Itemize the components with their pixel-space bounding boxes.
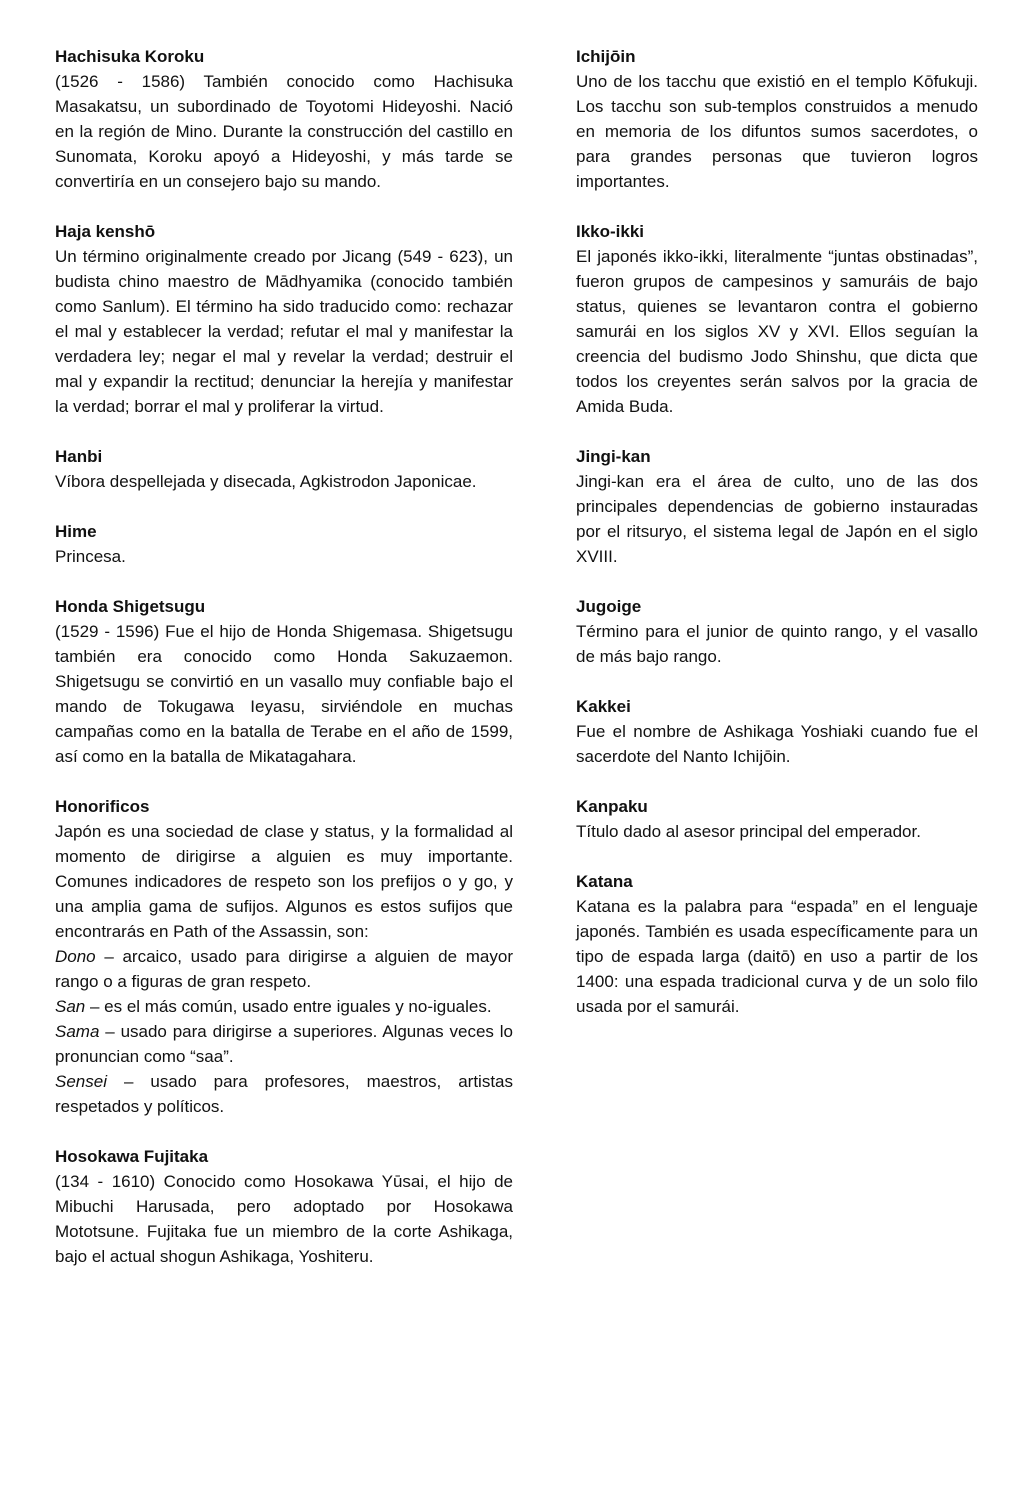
- suffix-line-dono: [55, 944, 513, 994]
- entry-term: Hanbi: [55, 447, 103, 466]
- entry-definition: (1529 - 1596) Fue el hijo de Honda Shigemasa. Shigetsugu también era conocido como Honda Sakuzaemon. Shigetsugu se convirtió en un vasallo muy confiable bajo el mando de Tokugawa Ieyasu, sirviéndole en muchas campañas como en la batalla de Terabe en el año de 1599, así como en la batalla de Mikatagahara.: [55, 622, 513, 766]
- suffix-name: San: [55, 997, 86, 1016]
- suffix-dash: –: [95, 947, 123, 966]
- entry-definition: Víbora despellejada y disecada, Agkistrodon Japonicae.: [55, 472, 477, 491]
- suffix-name: Sama: [55, 1022, 100, 1041]
- entry-term: Hosokawa Fujitaka: [55, 1147, 209, 1166]
- glossary-entry: [576, 694, 978, 769]
- entry-definition: El japonés ikko-ikki, literalmente “juntas obstinadas”, fueron grupos de campesinos y samuráis de bajo status, quienes se levantaron contra el gobierno samurái en los siglos XV y XVI. Ellos seguían la creencia del budismo Jodo Shinshu, que dicta que todos los creyentes serán salvos por la gracia de Amida Buda.: [576, 247, 978, 416]
- entry-term: Hime: [55, 522, 97, 541]
- suffix-line-sensei: [55, 1069, 513, 1119]
- entry-term: Jingi-kan: [576, 447, 651, 466]
- entry-term: Hachisuka Koroku: [55, 47, 205, 66]
- entry-definition: Japón es una sociedad de clase y status, y la formalidad al momento de dirigirse a alguien es muy importante. Comunes indicadores de respeto son los prefijos o y go, y una amplia gama de sufijos. Algunos es estos sufijos que encontrarás en Path of the Assassin, son:: [55, 822, 513, 941]
- suffix-text: arcaico, usado para dirigirse a alguien de mayor rango o a figuras de gran respeto.: [55, 947, 513, 991]
- entry-term: Jugoige: [576, 597, 642, 616]
- entry-term: Kanpaku: [576, 797, 648, 816]
- entry-term: Katana: [576, 872, 633, 891]
- left-column: [55, 44, 513, 1294]
- glossary-entry: [55, 444, 513, 494]
- glossary-entry: [55, 1144, 513, 1269]
- glossary-entry: [576, 44, 978, 194]
- entry-definition: Un término originalmente creado por Jicang (549 - 623), un budista chino maestro de Mādhyamika (conocido también como Sanlum). El término ha sido traducido como: rechazar el mal y establecer la verdad; refutar el mal y manifestar la verdadera ley; negar el mal y revelar la verdad; destruir el mal y expandir la rectitud; denunciar la herejía y manifestar la verdad; borrar el mal y proliferar la virtud.: [55, 247, 513, 416]
- entry-term: Ikko-ikki: [576, 222, 645, 241]
- suffix-name: Dono: [55, 947, 96, 966]
- suffix-name: Sensei: [55, 1072, 107, 1091]
- suffix-line-sama: [55, 1019, 513, 1069]
- honorificos-entry: [55, 794, 513, 1119]
- entry-term: Honorificos: [55, 797, 150, 816]
- entry-definition: Katana es la palabra para “espada” en el lenguaje japonés. También es usada específicamente para un tipo de espada larga (daitō) en uso a partir de los 1400: una espada tradicional curva y de un solo filo usada por el samurái.: [576, 897, 978, 1016]
- suffix-text: usado para dirigirse a superiores. Algunas veces lo pronuncian como “saa”.: [55, 1022, 513, 1066]
- glossary-entry: [55, 44, 513, 194]
- entry-definition: Título dado al asesor principal del emperador.: [576, 822, 921, 841]
- glossary-entry: [55, 219, 513, 419]
- glossary-entry: [576, 444, 978, 569]
- suffix-dash: –: [106, 1072, 151, 1091]
- entry-definition: (1526 - 1586) También conocido como Hachisuka Masakatsu, un subordinado de Toyotomi Hideyoshi. Nació en la región de Mino. Durante la construcción del castillo en Sunomata, Koroku apoyó a Hideyoshi, y más tarde se convertiría en un consejero bajo su mando.: [55, 72, 513, 191]
- entry-term: Kakkei: [576, 697, 631, 716]
- glossary-entry: [55, 594, 513, 769]
- glossary-entry: [576, 794, 978, 844]
- entry-definition: Princesa.: [55, 547, 126, 566]
- entry-term: Haja kenshō: [55, 222, 156, 241]
- glossary-entry: [576, 219, 978, 419]
- entry-definition: Término para el junior de quinto rango, y el vasallo de más bajo rango.: [576, 622, 978, 666]
- entry-definition: Fue el nombre de Ashikaga Yoshiaki cuando fue el sacerdote del Nanto Ichijōin.: [576, 722, 978, 766]
- glossary-entry: [576, 869, 978, 1019]
- suffix-text: es el más común, usado entre iguales y no-iguales.: [104, 997, 492, 1016]
- entry-definition: Jingi-kan era el área de culto, uno de las dos principales dependencias de gobierno instauradas por el ritsuryo, el sistema legal de Japón en el siglo XVIII.: [576, 472, 978, 566]
- entry-definition: (134 - 1610) Conocido como Hosokawa Yūsai, el hijo de Mibuchi Harusada, pero adoptado por Hosokawa Mototsune. Fujitaka fue un miembro de la corte Ashikaga, bajo el actual shogun Ashikaga, Yoshiteru.: [55, 1172, 513, 1266]
- entry-definition: Uno de los tacchu que existió en el templo Kōfukuji. Los tacchu son sub-templos construidos a menudo en memoria de los difuntos sumos sacerdotes, o para grandes personas que tuvieron logros importantes.: [576, 72, 978, 191]
- glossary-entry: [55, 519, 513, 569]
- suffix-line-san: [55, 994, 513, 1019]
- suffix-dash: –: [85, 997, 105, 1016]
- entry-term: Ichijōin: [576, 47, 636, 66]
- right-column: [576, 44, 978, 1044]
- suffix-text: usado para profesores, maestros, artistas respetados y políticos.: [55, 1072, 513, 1116]
- glossary-entry: [576, 594, 978, 669]
- entry-term: Honda Shigetsugu: [55, 597, 206, 616]
- suffix-dash: –: [99, 1022, 121, 1041]
